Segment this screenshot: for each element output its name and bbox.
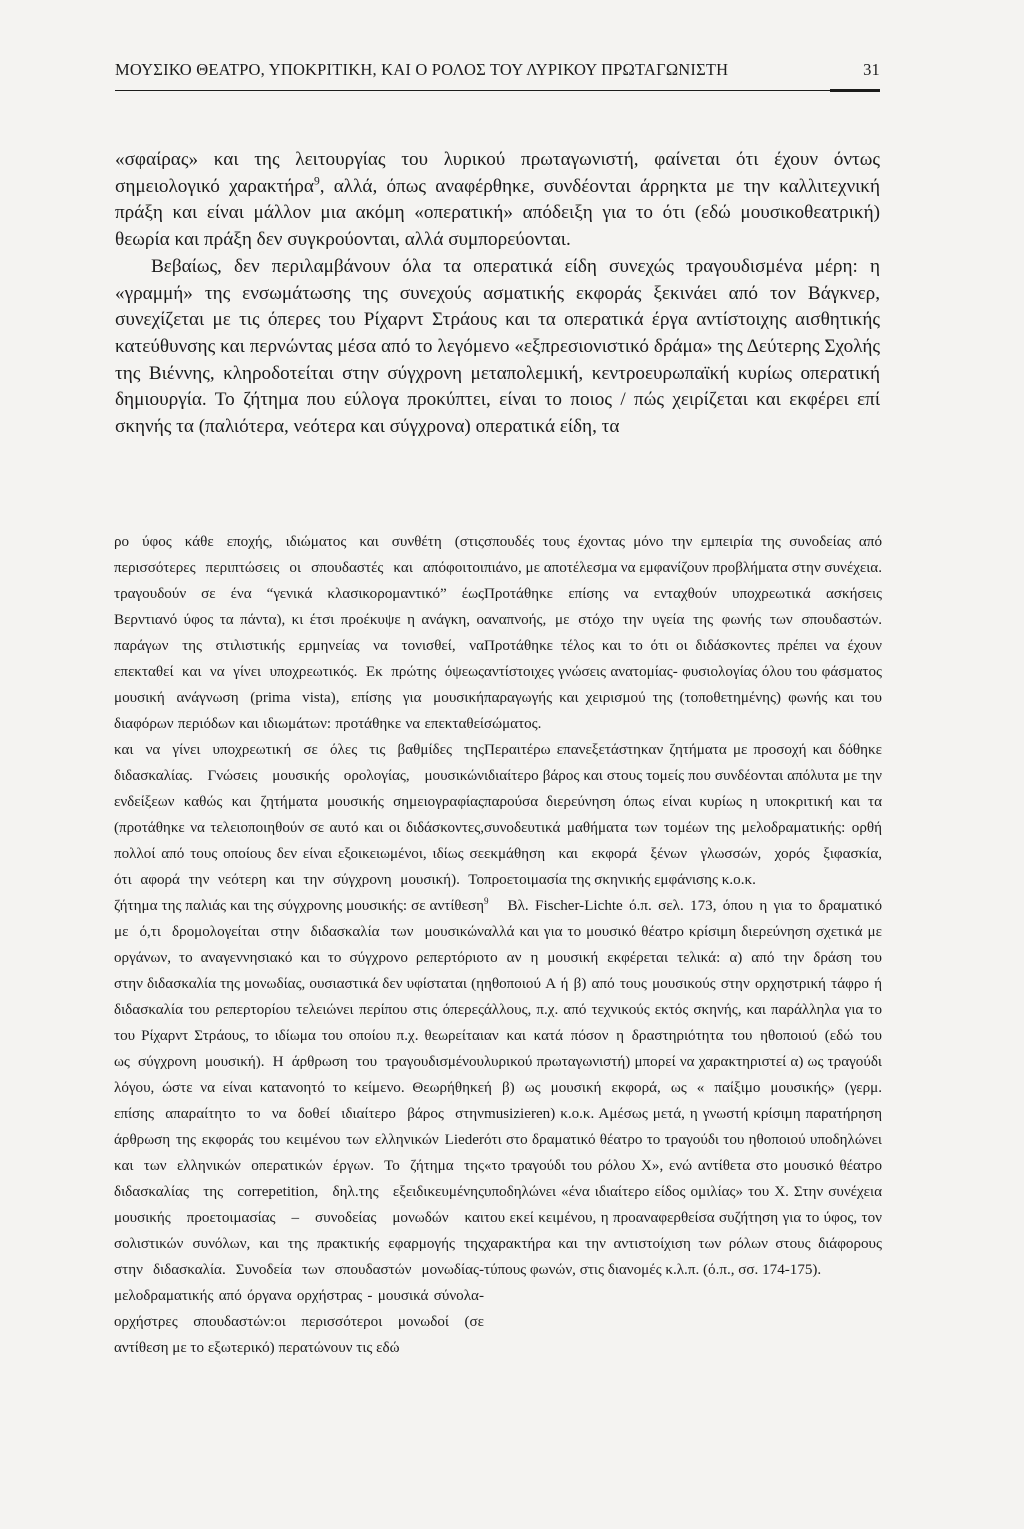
header-rule-accent [830, 89, 880, 92]
main-paragraph-2: Βεβαίως, δεν περιλαμβάνουν όλα τα οπερατικά είδη συνεχώς τραγουδισμένα μέρη: η «γραμμή» της ενσωμάτωσης της συνεχούς ασματικής εκφοράς ξεκινάει από τον Βάγκνερ, συνεχίζεται με τις όπερες του Ρίχαρντ Στράους και τα οπερατικά έργα αντίστοιχης αισθητικής κατεύθυνσης και περνώντας μέσα από το λεγόμενο «εξπρεσιονιστικό δράμα» της Δεύτερης Σχολής της Βιέννης, κληροδοτείται στην σύγχρονη μεταπολεμική, κεντροευρωπαϊκή κυρίως οπερατική δημιουργία. Το ζήτημα που εύλογα προκύπτει, είναι το ποιος / πώς χειρίζεται και εκφέρει επί σκηνής τα (παλιότερα, νεότερα και σύγχρονα) οπερατικά είδη, τα [115, 255, 880, 438]
page-number: 31 [863, 60, 880, 79]
running-header [115, 60, 880, 80]
footnote-ref-9[interactable]: 9 [313, 175, 320, 188]
running-title: ΜΟΥΣΙΚΟ ΘΕΑΤΡΟ, ΥΠΟΚΡΙΤΙΚΗ, ΚΑΙ Ο ΡΟΛΟΣ ΤΟΥ ΛΥΡΙΚΟΥ ΠΡΩΤΑΓΩΝΙΣΤΗ [115, 60, 729, 79]
main-paragraph-1 [115, 147, 880, 254]
main-p1-text-b: , αλλά, όπως αναφέρθηκε, συνδέονται άρρηκτα με την καλλιτεχνική πράξη και είναι μάλλον μια ακόμη «οπερατική» απόδειξη για το ότι (εδώ μουσικοθεατρική) θεωρία και πράξη δεν συγκρούονται, αλλά συμπορεύονται. [115, 175, 880, 251]
right-column [484, 529, 882, 1283]
footnote-text: Βλ. Fischer-Lichte ό.π. σελ. 173, όπου η για το δραματικό αλλά και για το μουσικό θέατρο κρίσιμη διερεύνηση σχετικά με το αν η μουσική εκφέρεται τελικά: α) από την δράση του ηθοποιού Α ή β) από τους μουσικούς στην ορχηστρική τάφρο ή άλλους, π.χ. από τεχνικούς εκτός σκηνής, και παράλληλα για το αν και κατά πόσον η δραστηριότητα του ηθοποιού (εδώ του λυρικού πρωταγωνιστή) μπορεί να χαρακτηριστεί α) ως τραγούδι ή β) ως μουσική εκφορά, ως « παίξιμο μουσικής» (γερμ. musizieren) κ.ο.κ. Αμέσως μετά, η γνωστή κρίσιμη παρατήρηση ότι στο δραματικό θέατρο το τραγούδι του ηθοποιού υποδηλώνει «το τραγούδι του ρόλου Χ», ενώ αντίθετα στο μουσικό θέατρο υποδηλώνει «ένα ιδιαίτερο είδος ομιλίας» του Χ. Στην συνέχεια του εκεί κειμένου, η προαναφερθείσα συζήτηση για το ύφος, τον χαρακτήρα και την αντιστοίχιση των ρόλων στους διάφορους τύπους φωνών, στις διανομές κ.λ.π. (ό.π., σσ. 174-175). [484, 898, 882, 1278]
footnote-number: 9 [484, 895, 489, 906]
right-column-paragraph-2: Περαιτέρω επανεξετάστηκαν ζητήματα με προσοχή και δόθηκε ιδιαίτερο βάρος και στους τομείς που συνδέονται απόλυτα με την παρούσα διερεύνηση όπως είναι κυρίως η υποκριτική και τα συνοδευτικά μαθήματα των τομέων της μελοδραματικής: ορθή εκμάθηση και εκφορά ξένων γλωσσών, χορός ξιφασκία, προετοιμασία της σκηνικής εμφάνισης κ.ο.κ. [484, 742, 882, 888]
left-column [114, 529, 484, 1361]
footnote-9 [484, 893, 882, 1283]
main-text [115, 147, 880, 441]
header-rule [115, 90, 880, 91]
main-p1-text-a: «σφαίρας» και της λειτουργίας του λυρικού πρωταγωνιστή, φαίνεται ότι έχουν όντως σημειολογικό χαρακτήρα [115, 149, 880, 197]
right-column-paragraph-1: σπουδές τους έχοντας μόνο την εμπειρία της συνοδείας από πιάνο, με αποτέλεσμα να εμφανίζουν προβλήματα στην συνέχεια. Προτάθηκε επίσης να ενταχθούν υποχρεωτικά ασκήσεις αναπνοής, με στόχο την υγεία της φωνής των σπουδαστών. Προτάθηκε τέλος και το ότι οι διδάσκοντες πρέπει να έχουν αντίστοιχες γνώσεις ανατομίας- φυσιολογίας όλου του φάσματος παραγωγής και χειρισμού της (τοποθετημένης) φωνής και του σώματος. [484, 534, 882, 732]
left-column-text: ρο ύφος κάθε εποχής, ιδιώματος και συνθέτη (στις περισσότερες περιπτώσεις οι σπουδαστές και απόφοιτοι τραγουδούν σε ένα “γενικά κλασικορομαντικό” έως Βερντιανό ύφος τα πάντα), κι έτσι προέκυψε η ανάγκη, ο παράγων της στιλιστικής ερμηνείας να τονισθεί, να επεκταθεί και να γίνει υποχρεωτικός. Εκ πρώτης όψεως μουσική ανάγνωση (prima vista), επίσης για μουσική διαφόρων περιόδων και ιδιωμάτων: προτάθηκε να επεκταθεί και να γίνει υποχρεωτική σε όλες τις βαθμίδες της διδασκαλίας. Γνώσεις μουσικής ορολογίας, μουσικών ενδείξεων καθώς και ζητήματα μουσικής σημειογραφίας (προτάθηκε να τελειοποιηθούν σε αυτό και οι διδάσκοντες, πολλοί από τους οποίους δεν είναι εξοικειωμένοι, ιδίως σε ότι αφορά την νεότερη και την σύγχρονη μουσική). Το ζήτημα της παλιάς και της σύγχρονης μουσικής: σε αντίθεση με ό,τι δρομολογείται στην διδασκαλία των μουσικών οργάνων, το αναγεννησιακό και το σύγχρονο ρεπερτόριο στην διδασκαλία της μονωδίας, ουσιαστικά δεν υφίσταται (η διδασκαλία του ρεπερτορίου τελειώνει περίπου στις όπερες του Ρίχαρντ Στράους, το ιδίωμα του οποίου π.χ. θεωρείται ως σύγχρονη μουσική). Η άρθρωση του τραγουδισμένου λόγου, ώστε να είναι κατανοητό το κείμενο. Θεωρήθηκε επίσης απαραίτητο το να δοθεί ιδιαίτερο βάρος στην άρθρωση της εκφοράς του κειμένου των ελληνικών Lieder και των ελληνικών οπερατικών έργων. Το ζήτημα της διδασκαλίας της correpetition, δηλ.της εξειδικευμένης μουσικής προετοιμασίας – συνοδείας μονωδών και σολιστικών συνόλων, και της πρακτικής εφαρμογής της στην διδασκαλία. Συνοδεία των σπουδαστών μονωδίας- μελοδραματικής από όργανα ορχήστρας - μουσικά σύνολα- ορχήστρες σπουδαστών:οι περισσότεροι μονωδοί (σε αντίθεση με το εξωτερικό) περατώνουν τις εδώ [114, 534, 484, 1356]
